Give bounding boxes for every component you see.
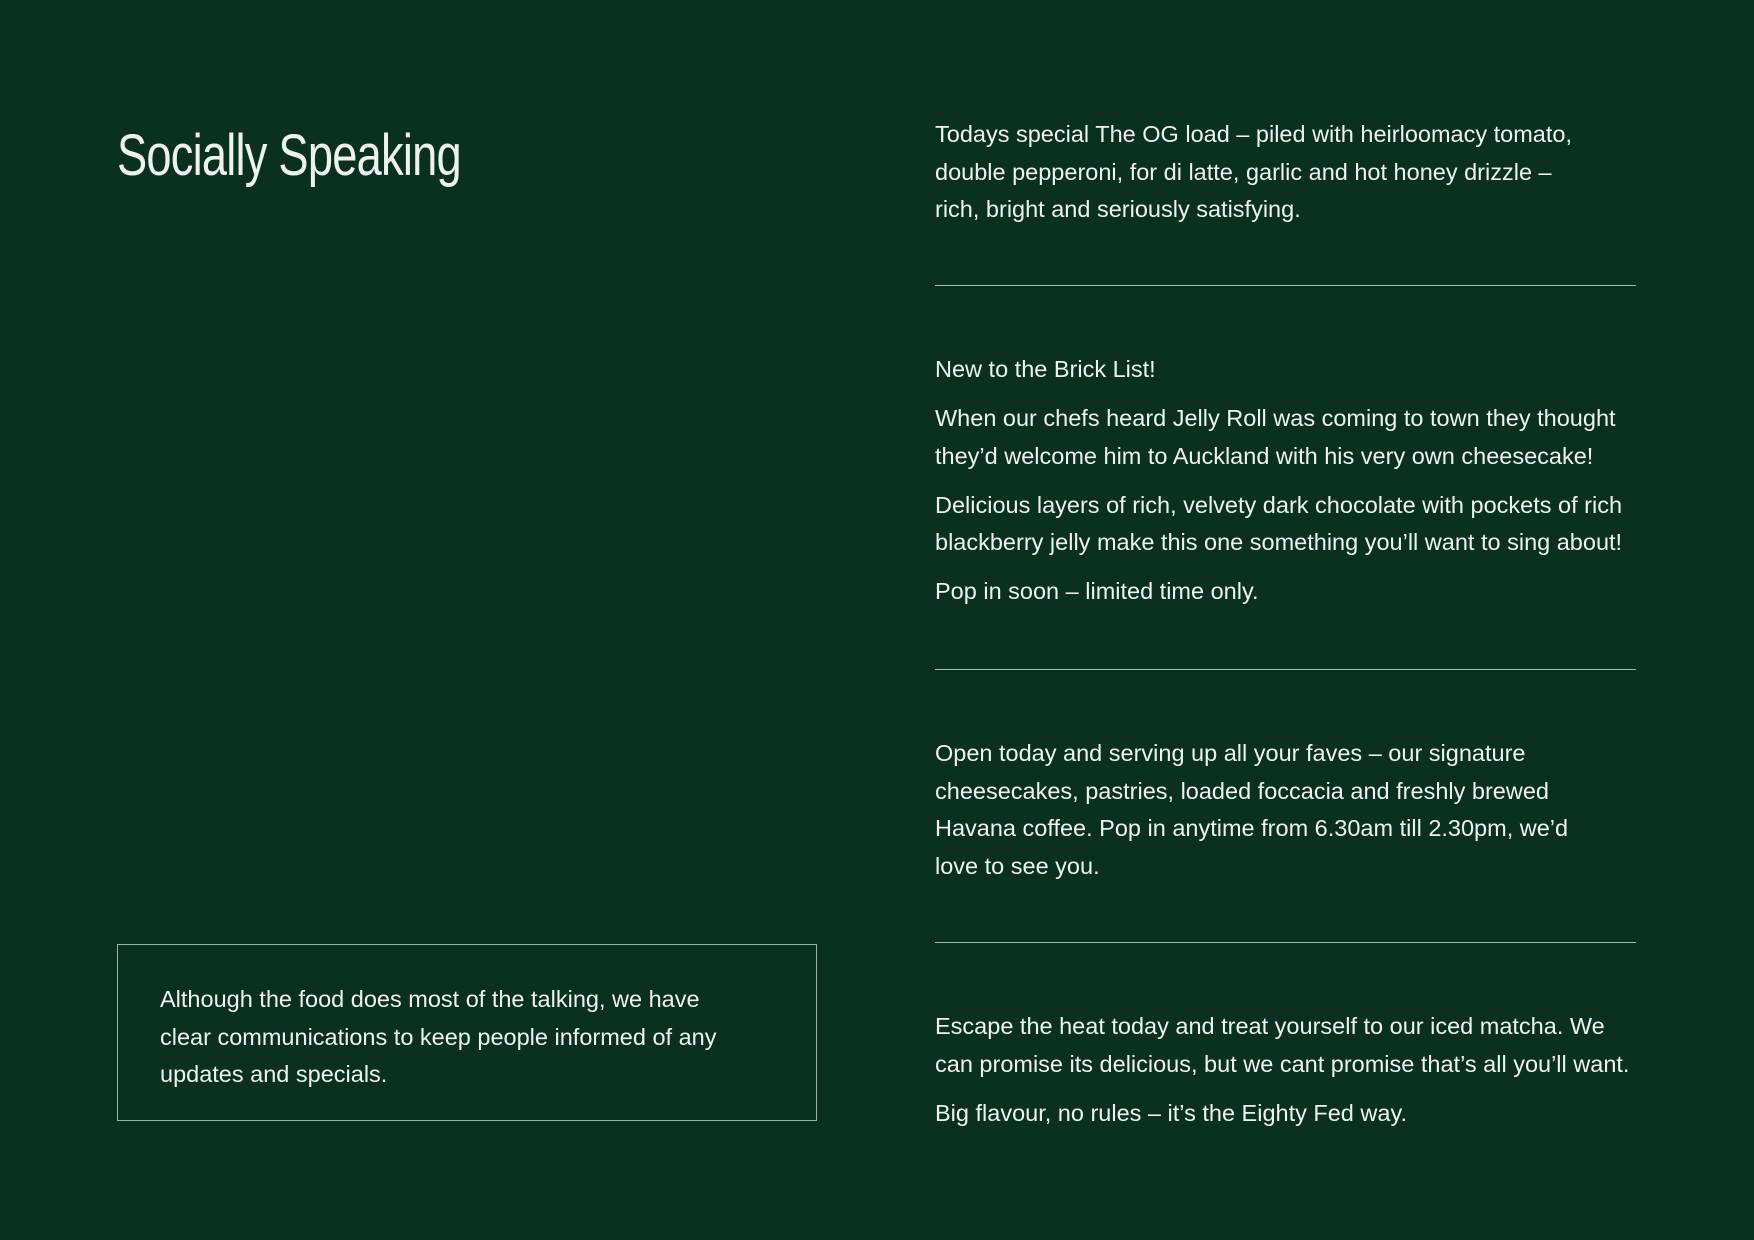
social-post-1 bbox=[935, 116, 1575, 229]
post-paragraph: Pop in soon – limited time only. bbox=[935, 578, 1259, 604]
post-paragraph: Todays special The OG load – piled with heirloomacy tomato, double pepperoni, for di latte, garlic and hot honey drizzle – rich, bright and seriously satisfying. bbox=[935, 121, 1573, 222]
post-paragraph: Open today and serving up all your faves – our signature cheesecakes, pastries, loaded foccacia and freshly brewed Havana coffee. Pop in anytime from 6.30am till 2.30pm, we’d love to see you. bbox=[935, 740, 1569, 879]
divider bbox=[935, 285, 1636, 286]
post-paragraph: Escape the heat today and treat yourself to our iced matcha. We can promise its delicious, but we cant promise that’s all you’ll want. bbox=[935, 1013, 1630, 1077]
social-post-4 bbox=[935, 1008, 1635, 1132]
post-paragraph: New to the Brick List! bbox=[935, 356, 1156, 382]
social-post-2 bbox=[935, 351, 1635, 611]
intro-box bbox=[117, 944, 817, 1121]
post-paragraph: When our chefs heard Jelly Roll was coming to town they thought they’d welcome him to Auckland with his very own cheesecake! bbox=[935, 405, 1616, 469]
post-paragraph: Big flavour, no rules – it’s the Eighty Fed way. bbox=[935, 1099, 1407, 1126]
page-title: Socially Speaking bbox=[117, 123, 461, 188]
post-paragraph: Delicious layers of rich, velvety dark chocolate with pockets of rich blackberry jelly make this one something you’ll want to sing about! bbox=[935, 491, 1623, 555]
intro-text: Although the food does most of the talking, we have clear communications to keep people informed of any updates and specials. bbox=[160, 986, 717, 1087]
social-post-3 bbox=[935, 735, 1595, 885]
divider bbox=[935, 942, 1636, 943]
divider bbox=[935, 669, 1636, 670]
